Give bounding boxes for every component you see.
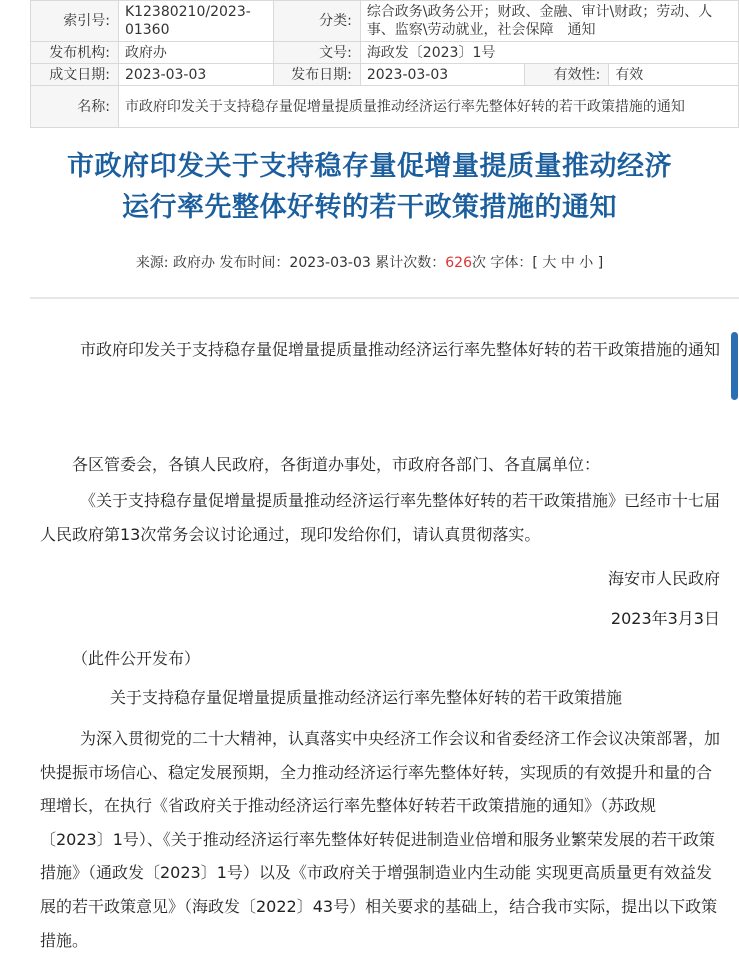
name-value: 市政府印发关于支持稳存量促增量提质量推动经济运行率先整体好转的若干政策措施的通知 <box>118 86 738 128</box>
published-date-label: 发布日期: <box>273 64 360 86</box>
header-divider <box>30 297 739 299</box>
font-size-label: 字体：[ <box>485 255 538 271</box>
signing-date: 2023年3月3日 <box>610 609 720 628</box>
paragraph-2: 为深入贯彻党的二十大精神，认真落实中央经济工作会议和省委经济工作会议决策部署，加快提振市场信心、稳定发展预期，全力推动经济运行率先整体好转，实现质的有效提升和量的合理增长，在执行《省政府关于推动经济运行率先整体好转若干政策措施的通知》（苏政规〔2023〕1号）、《关于推动经济运行率先整体好转促进制造业倍增和服务业繁荣发展的若干政策措施》（通政发〔2023〕1号）以及《市政府关于增强制造业内生动能 实现更高质量更有效益发展的若干政策意见》（海政发〔2022〕43号）相关要求的基础上，结合我市实际，提出以下政策措施。 <box>40 729 721 950</box>
validity-label: 有效性: <box>525 64 609 86</box>
body-subheading: 关于支持稳存量促增量提质量推动经济运行率先整体好转的若干政策措施 <box>110 688 623 707</box>
publish-note: （此件公开发布） <box>72 649 201 668</box>
font-size-medium-button[interactable]: 中 <box>560 255 575 271</box>
font-size-close-bracket: ] <box>597 255 604 271</box>
scrollbar-thumb[interactable] <box>731 332 738 400</box>
index-label: 索引号: <box>31 1 119 42</box>
name-label: 名称: <box>31 86 119 128</box>
source-and-date: 来源: 政府办 发布时间：2023-03-03 累计次数： <box>135 255 446 271</box>
document-meta-table <box>30 0 739 128</box>
validity-value: 有效 <box>609 64 739 86</box>
font-size-small-button[interactable]: 小 <box>579 255 594 271</box>
doc-no-value: 海政发〔2023〕1号 <box>360 42 738 64</box>
page-title-line2: 运行率先整体好转的若干政策措施的通知 <box>122 192 617 223</box>
body-heading: 市政府印发关于支持稳存量促增量提质量推动经济运行率先整体好转的若干政策措施的通知 <box>80 340 721 359</box>
category-value: 综合政务\政务公开；财政、金融、审计\财政；劳动、人事、监察\劳动就业，社会保障 通知 <box>360 1 738 42</box>
article-info-bar <box>0 252 739 272</box>
scrollbar-track[interactable] <box>730 330 739 964</box>
org-label: 发布机构: <box>31 42 119 64</box>
page-title <box>0 146 739 228</box>
page-title-line1: 市政府印发关于支持稳存量促增量提质量推动经济 <box>67 151 672 182</box>
font-size-large-button[interactable]: 大 <box>542 255 557 271</box>
index-value: K12380210/2023-01360 <box>118 1 273 42</box>
view-count: 626 <box>445 255 472 271</box>
org-value: 政府办 <box>118 42 273 64</box>
created-date-value: 2023-03-03 <box>118 64 273 86</box>
doc-no-label: 文号: <box>273 42 360 64</box>
published-date-value: 2023-03-03 <box>360 64 525 86</box>
signer: 海安市人民政府 <box>607 569 720 588</box>
created-date-label: 成文日期: <box>31 64 119 86</box>
category-label: 分类: <box>273 1 360 42</box>
recipients: 各区管委会，各镇人民政府，各街道办事处，市政府各部门、各直属单位： <box>72 455 601 474</box>
view-count-unit: 次 <box>471 255 486 271</box>
paragraph-1: 《关于支持稳存量促增量提质量推动经济运行率先整体好转的若干政策措施》已经市十七届人民政府第13次常务会议讨论通过，现印发给你们，请认真贯彻落实。 <box>40 491 721 544</box>
